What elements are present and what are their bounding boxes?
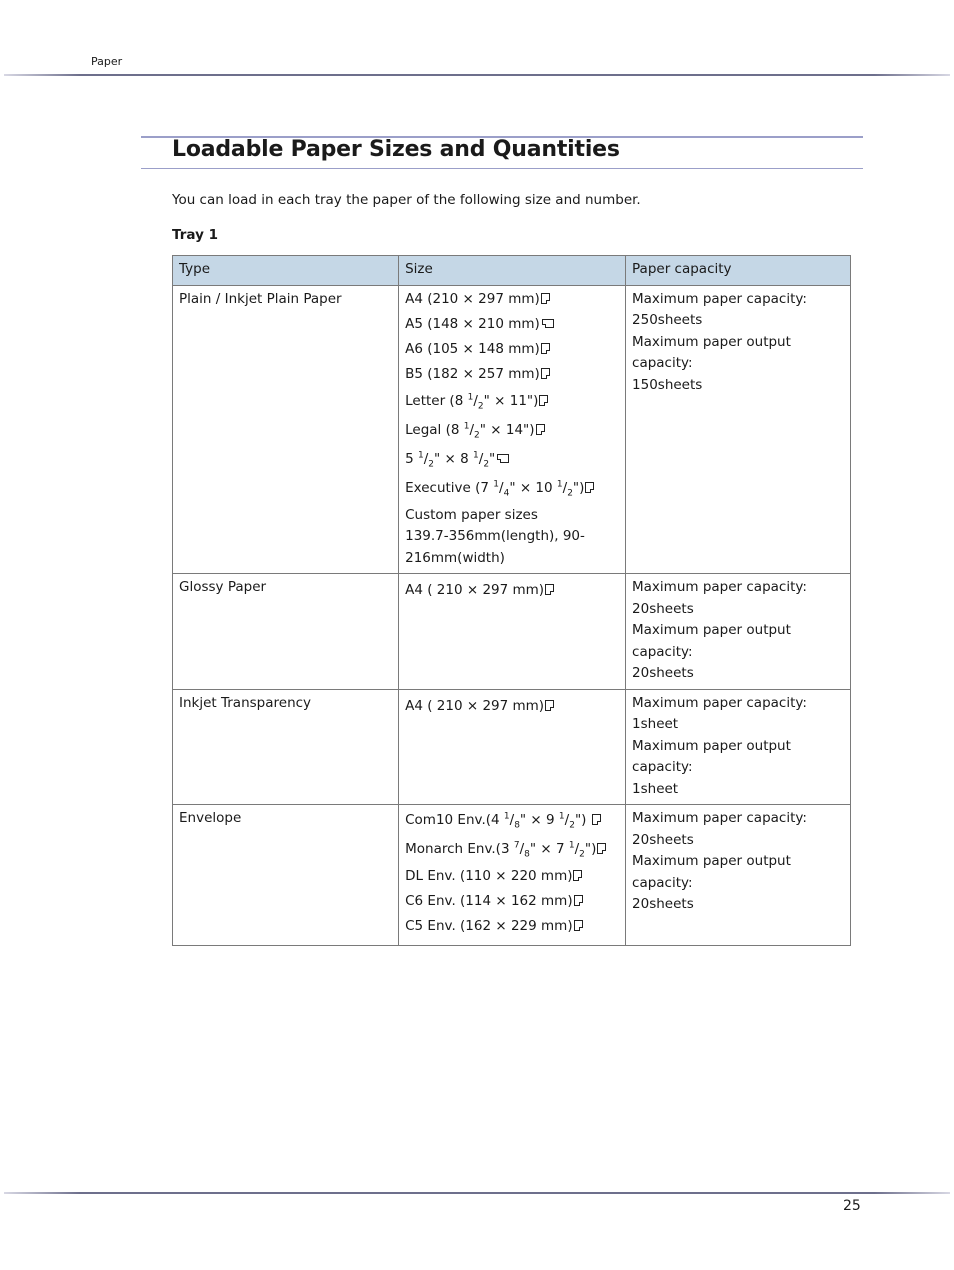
- paper-portrait-icon: [545, 584, 554, 595]
- table-row: [173, 285, 851, 574]
- col-header-size: Size: [399, 256, 626, 286]
- size-item: A4 ( 210 × 297 mm): [405, 696, 619, 718]
- size-item: Com10 Env.(4 $^1/_8$" × 9 $^1/_2$"): [405, 808, 619, 833]
- paper-portrait-icon: [541, 368, 550, 379]
- capacity-cell: Maximum paper capacity: 20sheets Maximum paper output capacity: 20sheets: [626, 805, 851, 946]
- size-item: 5 $^1/_2$" × 8 $^1/_2$": [405, 447, 619, 472]
- table-row: [173, 574, 851, 690]
- table-row: [173, 805, 851, 946]
- size-item: Executive (7 $^1/_4$" × 10 $^1/_2$"): [405, 476, 619, 501]
- size-item: Letter (8 $^1/_2$" × 11"): [405, 389, 619, 414]
- size-item: Legal (8 $^1/_2$" × 14"): [405, 418, 619, 443]
- size-item: DL Env. (110 × 220 mm): [405, 866, 619, 888]
- type-cell: Envelope: [173, 805, 399, 946]
- type-cell: Glossy Paper: [173, 574, 399, 690]
- table-header-row: [173, 256, 851, 286]
- header-rule: [4, 74, 950, 76]
- size-item: A4 (210 × 297 mm): [405, 289, 619, 311]
- paper-portrait-icon: [574, 920, 583, 931]
- title-rule-bottom: [141, 168, 863, 169]
- paper-landscape-icon: [497, 454, 509, 463]
- col-header-capacity: Paper capacity: [626, 256, 851, 286]
- size-cell: [399, 689, 626, 805]
- custom-size-note: Custom paper sizes 139.7-356mm(length), 90- 216mm(width): [405, 506, 585, 566]
- size-item: A6 (105 × 148 mm): [405, 339, 619, 361]
- size-item: A4 ( 210 × 297 mm): [405, 580, 619, 602]
- type-cell: Plain / Inkjet Plain Paper: [173, 285, 399, 574]
- size-item: C5 Env. (162 × 229 mm): [405, 916, 619, 938]
- capacity-cell: Maximum paper capacity: 20sheets Maximum paper output capacity: 20sheets: [626, 574, 851, 690]
- size-item: A5 (148 × 210 mm): [405, 314, 619, 336]
- size-item: C6 Env. (114 × 162 mm): [405, 891, 619, 913]
- paper-portrait-icon: [585, 482, 594, 493]
- paper-portrait-icon: [545, 700, 554, 711]
- paper-portrait-icon: [536, 424, 545, 435]
- capacity-cell: Maximum paper capacity: 250sheets Maximum paper output capacity: 150sheets: [626, 285, 851, 574]
- paper-portrait-icon: [539, 395, 548, 406]
- paper-portrait-icon: [574, 895, 583, 906]
- type-cell: Inkjet Transparency: [173, 689, 399, 805]
- paper-portrait-icon: [541, 293, 550, 304]
- paper-sizes-table: [172, 255, 851, 946]
- size-item: Monarch Env.(3 $^7/_8$" × 7 $^1/_2$"): [405, 837, 619, 862]
- paper-portrait-icon: [592, 814, 601, 825]
- page-number: 25: [843, 1198, 861, 1214]
- running-header: Paper: [91, 55, 123, 68]
- tray-subheading: Tray 1: [172, 227, 218, 243]
- size-cell: [399, 285, 626, 574]
- capacity-cell: Maximum paper capacity: 1sheet Maximum paper output capacity: 1sheet: [626, 689, 851, 805]
- paper-portrait-icon: [541, 343, 550, 354]
- size-cell: [399, 805, 626, 946]
- paper-portrait-icon: [597, 843, 606, 854]
- col-header-type: Type: [173, 256, 399, 286]
- paper-landscape-icon: [542, 319, 554, 328]
- size-cell: [399, 574, 626, 690]
- footer-rule: [4, 1192, 950, 1194]
- table-row: [173, 689, 851, 805]
- paper-portrait-icon: [573, 870, 582, 881]
- size-item: B5 (182 × 257 mm): [405, 364, 619, 386]
- intro-text: You can load in each tray the paper of the following size and number.: [172, 192, 641, 208]
- page-title: Loadable Paper Sizes and Quantities: [172, 137, 620, 162]
